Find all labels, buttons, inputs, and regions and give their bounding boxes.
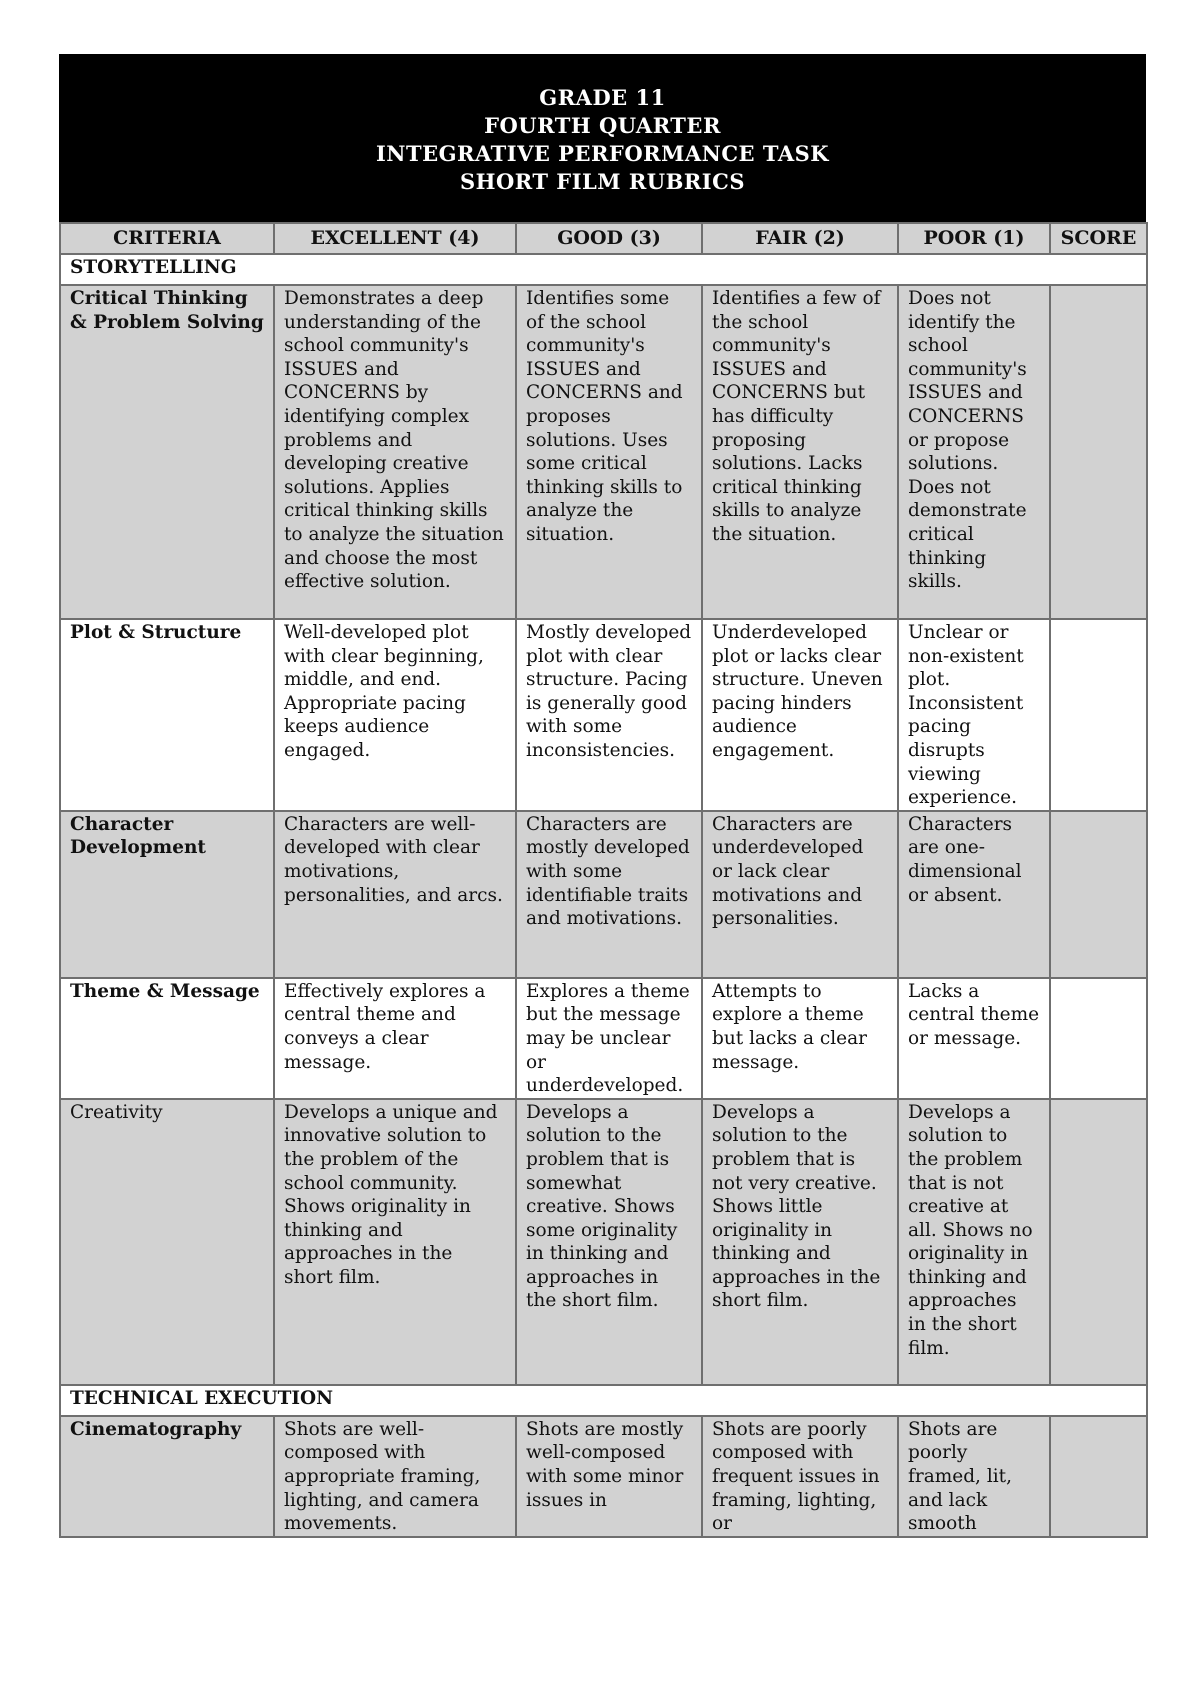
score-cell[interactable] xyxy=(1050,285,1147,619)
title-grade: GRADE 11 xyxy=(539,85,666,110)
title-task: INTEGRATIVE PERFORMANCE TASK xyxy=(375,141,830,166)
criteria-cell: Theme & Message xyxy=(60,978,274,1099)
excellent-cell: Well-developed plot with clear beginning, middle, and end. Appropriate pacing keeps audience engaged. xyxy=(274,619,516,811)
column-header-row xyxy=(60,223,1147,254)
col-good: GOOD (3) xyxy=(516,223,702,254)
poor-cell: Develops a solution to the problem that is not creative at all. Shows no originality in thinking and approaches in the short film. xyxy=(898,1099,1050,1385)
fair-cell: Characters are underdeveloped or lack clear motivations and personalities. xyxy=(702,811,898,978)
criteria-cell: Character Development xyxy=(60,811,274,978)
criteria-cell: Creativity xyxy=(60,1099,274,1385)
fair-cell: Shots are poorly composed with frequent issues in framing, lighting, or xyxy=(702,1416,898,1537)
criteria-cell: Cinematography xyxy=(60,1416,274,1537)
fair-cell: Attempts to explore a theme but lacks a clear message. xyxy=(702,978,898,1099)
col-fair: FAIR (2) xyxy=(702,223,898,254)
poor-cell: Does not identify the school community's ISSUES and CONCERNS or propose solutions. Does not demonstrate critical thinking skills. xyxy=(898,285,1050,619)
score-cell[interactable] xyxy=(1050,1416,1147,1537)
good-cell: Mostly developed plot with clear structure. Pacing is generally good with some inconsistencies. xyxy=(516,619,702,811)
excellent-cell: Characters are well-developed with clear motivations, personalities, and arcs. xyxy=(274,811,516,978)
score-cell[interactable] xyxy=(1050,811,1147,978)
poor-cell: Shots are poorly framed, lit, and lack smooth xyxy=(898,1416,1050,1537)
table-row xyxy=(60,619,1147,811)
good-cell: Develops a solution to the problem that is somewhat creative. Shows some originality in thinking and approaches in the short film. xyxy=(516,1099,702,1385)
score-cell[interactable] xyxy=(1050,1099,1147,1385)
score-cell[interactable] xyxy=(1050,619,1147,811)
excellent-cell: Demonstrates a deep understanding of the school community's ISSUES and CONCERNS by identifying complex problems and developing creative solutions. Applies critical thinking skills to analyze the situation and choose the most effective solution. xyxy=(274,285,516,619)
col-poor: POOR (1) xyxy=(898,223,1050,254)
col-score: SCORE xyxy=(1050,223,1147,254)
poor-cell: Characters are one-dimensional or absent. xyxy=(898,811,1050,978)
title-rubrics: SHORT FILM RUBRICS xyxy=(459,169,746,194)
section-label: STORYTELLING xyxy=(60,254,1147,285)
col-criteria: CRITERIA xyxy=(60,223,274,254)
good-cell: Shots are mostly well-composed with some minor issues in xyxy=(516,1416,702,1537)
score-cell[interactable] xyxy=(1050,978,1147,1099)
criteria-cell: Plot & Structure xyxy=(60,619,274,811)
good-cell: Explores a theme but the message may be unclear or underdeveloped. xyxy=(516,978,702,1099)
excellent-cell: Effectively explores a central theme and conveys a clear message. xyxy=(274,978,516,1099)
good-cell: Identifies some of the school community's ISSUES and CONCERNS and proposes solutions. Uses some critical thinking skills to analyze the situation. xyxy=(516,285,702,619)
table-row xyxy=(60,1099,1147,1385)
table-row xyxy=(60,978,1147,1099)
poor-cell: Lacks a central theme or message. xyxy=(898,978,1050,1099)
title-banner xyxy=(59,54,1146,222)
fair-cell: Identifies a few of the school community's ISSUES and CONCERNS but has difficulty proposing solutions. Lacks critical thinking skills to analyze the situation. xyxy=(702,285,898,619)
criteria-cell: Critical Thinking & Problem Solving xyxy=(60,285,274,619)
rubric-sheet xyxy=(59,54,1146,1538)
section-row-technical xyxy=(60,1385,1147,1416)
fair-cell: Develops a solution to the problem that is not very creative. Shows little originality in thinking and approaches in the short film. xyxy=(702,1099,898,1385)
table-row xyxy=(60,285,1147,619)
excellent-cell: Develops a unique and innovative solution to the problem of the school community. Shows originality in thinking and approaches in the short film. xyxy=(274,1099,516,1385)
section-label: TECHNICAL EXECUTION xyxy=(60,1385,1147,1416)
fair-cell: Underdeveloped plot or lacks clear structure. Uneven pacing hinders audience engagement. xyxy=(702,619,898,811)
table-row xyxy=(60,1416,1147,1537)
table-row xyxy=(60,811,1147,978)
poor-cell: Unclear or non-existent plot. Inconsistent pacing disrupts viewing experience. xyxy=(898,619,1050,811)
good-cell: Characters are mostly developed with some identifiable traits and motivations. xyxy=(516,811,702,978)
rubric-table xyxy=(59,222,1148,1538)
section-row-storytelling xyxy=(60,254,1147,285)
col-excellent: EXCELLENT (4) xyxy=(274,223,516,254)
title-quarter: FOURTH QUARTER xyxy=(484,113,721,138)
excellent-cell: Shots are well-composed with appropriate framing, lighting, and camera movements. xyxy=(274,1416,516,1537)
